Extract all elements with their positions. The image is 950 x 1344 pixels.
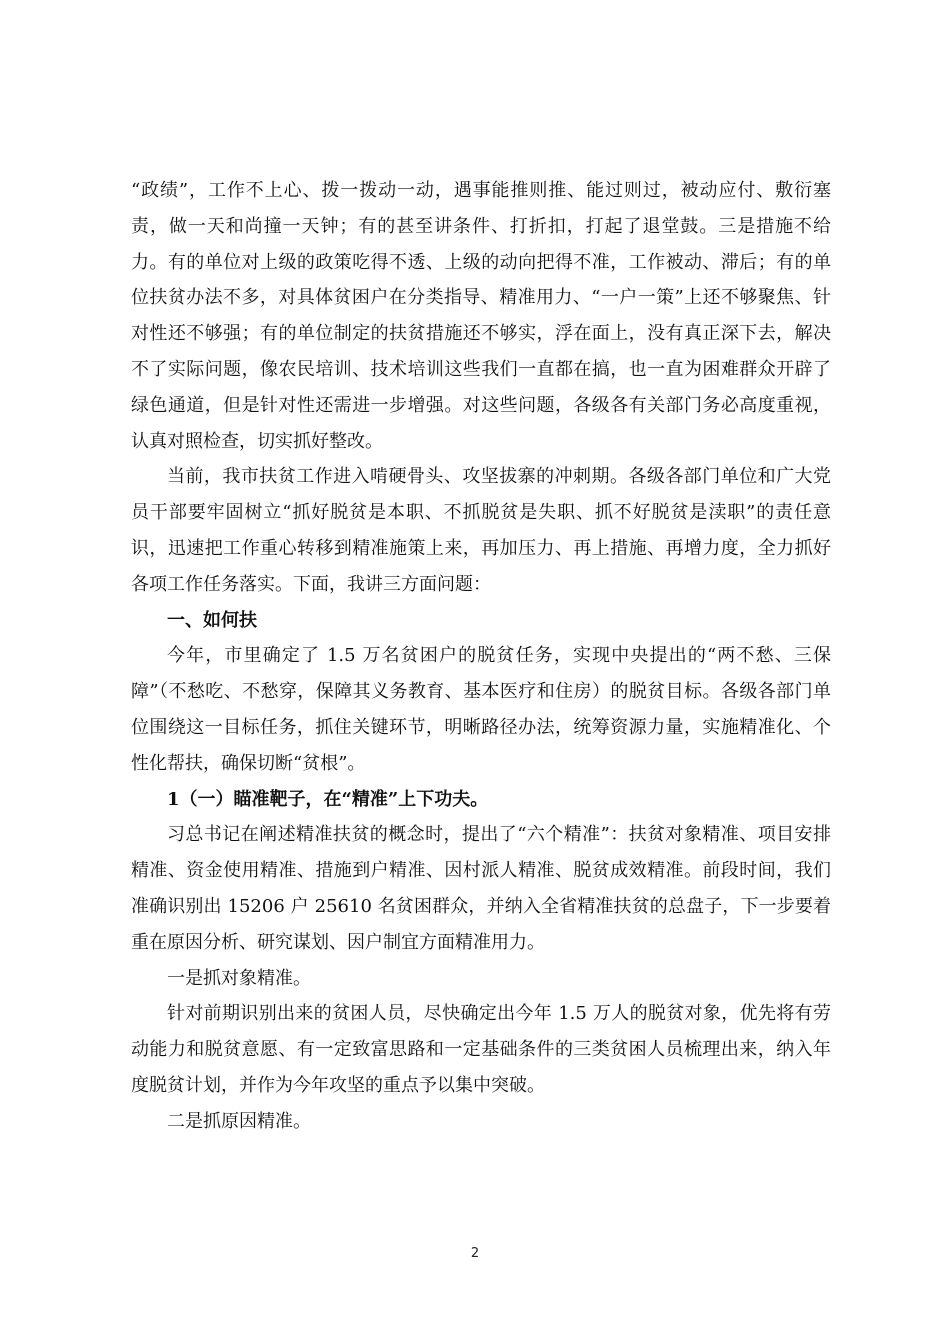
paragraph-continuation: “政绩”，工作不上心、拨一拨动一动，遇事能推则推、能过则过，被动应付、敷衍塞责，做一天和尚撞一天钟；有的甚至讲条件、打折扣，打起了退堂鼓。三是措施不给力。有的单位对上级的政策吃得不透、上级的动向把得不准，工作被动、滞后；有的单位扶贫办法不多，对具体贫困户在分类指导、精准用力、“一户一策”上还不够聚焦、针对性还不够强；有的单位制定的扶贫措施还不够实，浮在面上，没有真正深下去，解决不了实际问题，像农民培训、技术培训这些我们一直都在搞，也一直为困难群众开辟了绿色通道，但是针对性还需进一步增强。对这些问题，各级各有关部门务必高度重视，认真对照检查，切实抓好整改。 [131, 180, 831, 452]
paragraph-six-precisions: 习总书记在阐述精准扶贫的概念时，提出了“六个精准”：扶贫对象精准、项目安排精准、资金使用精准、措施到户精准、因村派人精准、脱贫成效精准。前段时间，我们准确识别出 15206 户 25610 名贫困群众，并纳入全省精准扶贫的总盘子，下一步要着重在原因分析、研究谋划、因户制宜方面精准用力。 [131, 824, 831, 953]
paragraph-point-one-detail: 针对前期识别出来的贫困人员，尽快确定出今年 1.5 万人的脱贫对象，优先将有劳动能力和脱贫意愿、有一定致富思路和一定基础条件的三类贫困人员梳理出来，纳入年度脱贫计划，并作为今年攻坚的重点予以集中突破。 [131, 1003, 831, 1096]
page-number: 2 [470, 1246, 480, 1261]
paragraph-annual-target: 今年，市里确定了 1.5 万名贫困户的脱贫任务，实现中央提出的“两不愁、三保障”（不愁吃、不愁穿，保障其义务教育、基本医疗和住房）的脱贫目标。各级各部门单位围绕这一目标任务，抓住关键环节，明晰路径办法，统筹资源力量，实施精准化、个性化帮扶，确保切断“贫根”。 [131, 645, 831, 774]
subsection-heading-precision: 1（一）瞄准靶子，在“精准”上下功夫。 [167, 788, 489, 810]
paragraph-point-one: 一是抓对象精准。 [167, 967, 311, 989]
document-body [131, 173, 831, 1140]
paragraph-current-situation: 当前，我市扶贫工作进入啃硬骨头、攻坚拔寨的冲刺期。各级各部门单位和广大党员干部要牢固树立“抓好脱贫是本职、不抓脱贫是失职、抓不好脱贫是渎职”的责任意识，迅速把工作重心转移到精准施策上来，再加压力、再上措施、再增力度，全力抓好各项工作任务落实。下面，我讲三方面问题： [131, 466, 831, 595]
section-heading-how-to-help: 一、如何扶 [167, 609, 257, 631]
paragraph-point-two: 二是抓原因精准。 [167, 1110, 311, 1132]
